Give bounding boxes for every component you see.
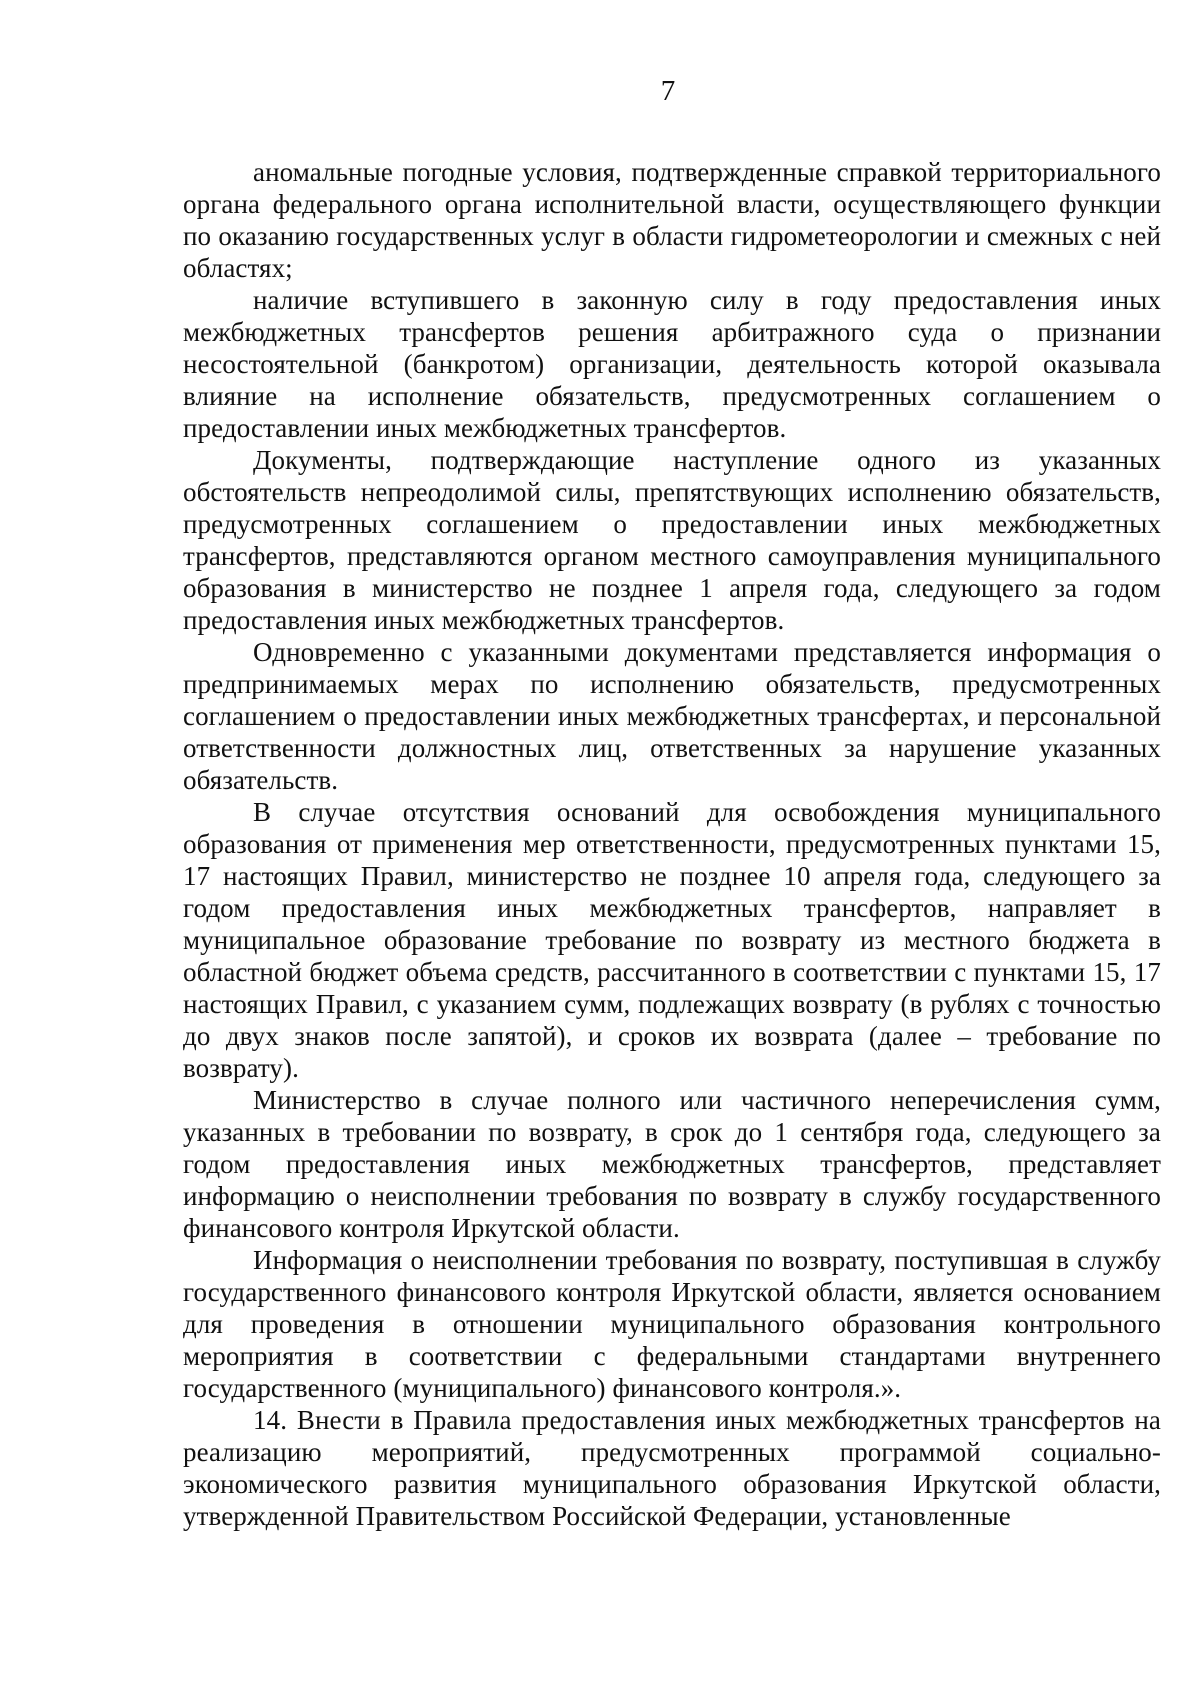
paragraph-information: Одновременно с указанными документами представляется информация о предпринимаемых мерах по исполнению обязательств, предусмотренных соглашением о предоставлении иных межбюджетных трансфертах, и персональной ответственности должностных лиц, ответственных за нарушение указанных обязательств. [183, 637, 1161, 795]
paragraph-ministry-reporting: Министерство в случае полного или частичного неперечисления сумм, указанных в требовании по возврату, в срок до 1 сентября года, следующего за годом предоставления иных межбюджетных трансфертов, представляет информацию о неисполнении требования по возврату в службу государственного финансового контроля Иркутской области. [183, 1085, 1161, 1243]
paragraph-refund-requirement: В случае отсутствия оснований для освобождения муниципального образования от применения мер ответственности, предусмотренных пунктами 15, 17 настоящих Правил, министерство не позднее 10 апреля года, следующего за годом предоставления иных межбюджетных трансфертов, направляет в муниципальное образование требование по возврату из местного бюджета в областной бюджет объема средств, рассчитанного в соответствии с пунктами 15, 17 настоящих Правил, с указанием сумм, подлежащих возврату (в рублях с точностью до двух знаков после запятой), и сроков их возврата (далее – требование по возврату). [183, 797, 1161, 1083]
paragraph-weather-conditions: аномальные погодные условия, подтвержденные справкой территориального органа федерального органа исполнительной власти, осуществляющего функции по оказанию государственных услуг в области гидрометеорологии и смежных с ней областях; [183, 157, 1161, 283]
paragraph-control-measures: Информация о неисполнении требования по возврату, поступившая в службу государственного финансового контроля Иркутской области, является основанием для проведения в отношении муниципального образования контрольного мероприятия в соответствии с федеральными стандартами внутреннего государственного (муниципального) финансового контроля.». [183, 1245, 1161, 1403]
document-body [183, 156, 1161, 1532]
page-number: 7 [660, 75, 676, 107]
paragraph-bankruptcy: наличие вступившего в законную силу в году предоставления иных межбюджетных трансфертов решения арбитражного суда о признании несостоятельной (банкротом) организации, деятельность которой оказывала влияние на исполнение обязательств, предусмотренных соглашением о предоставлении иных межбюджетных трансфертов. [183, 285, 1161, 443]
paragraph-item-14: 14. Внести в Правила предоставления иных межбюджетных трансфертов на реализацию мероприятий, предусмотренных программой социально-экономического развития муниципального образования Иркутской области, утвержденной Правительством Российской Федерации, установленные [183, 1405, 1161, 1531]
paragraph-documents: Документы, подтверждающие наступление одного из указанных обстоятельств непреодолимой силы, препятствующих исполнению обязательств, предусмотренных соглашением о предоставлении иных межбюджетных трансфертов, представляются органом местного самоуправления муниципального образования в министерство не позднее 1 апреля года, следующего за годом предоставления иных межбюджетных трансфертов. [183, 445, 1161, 635]
